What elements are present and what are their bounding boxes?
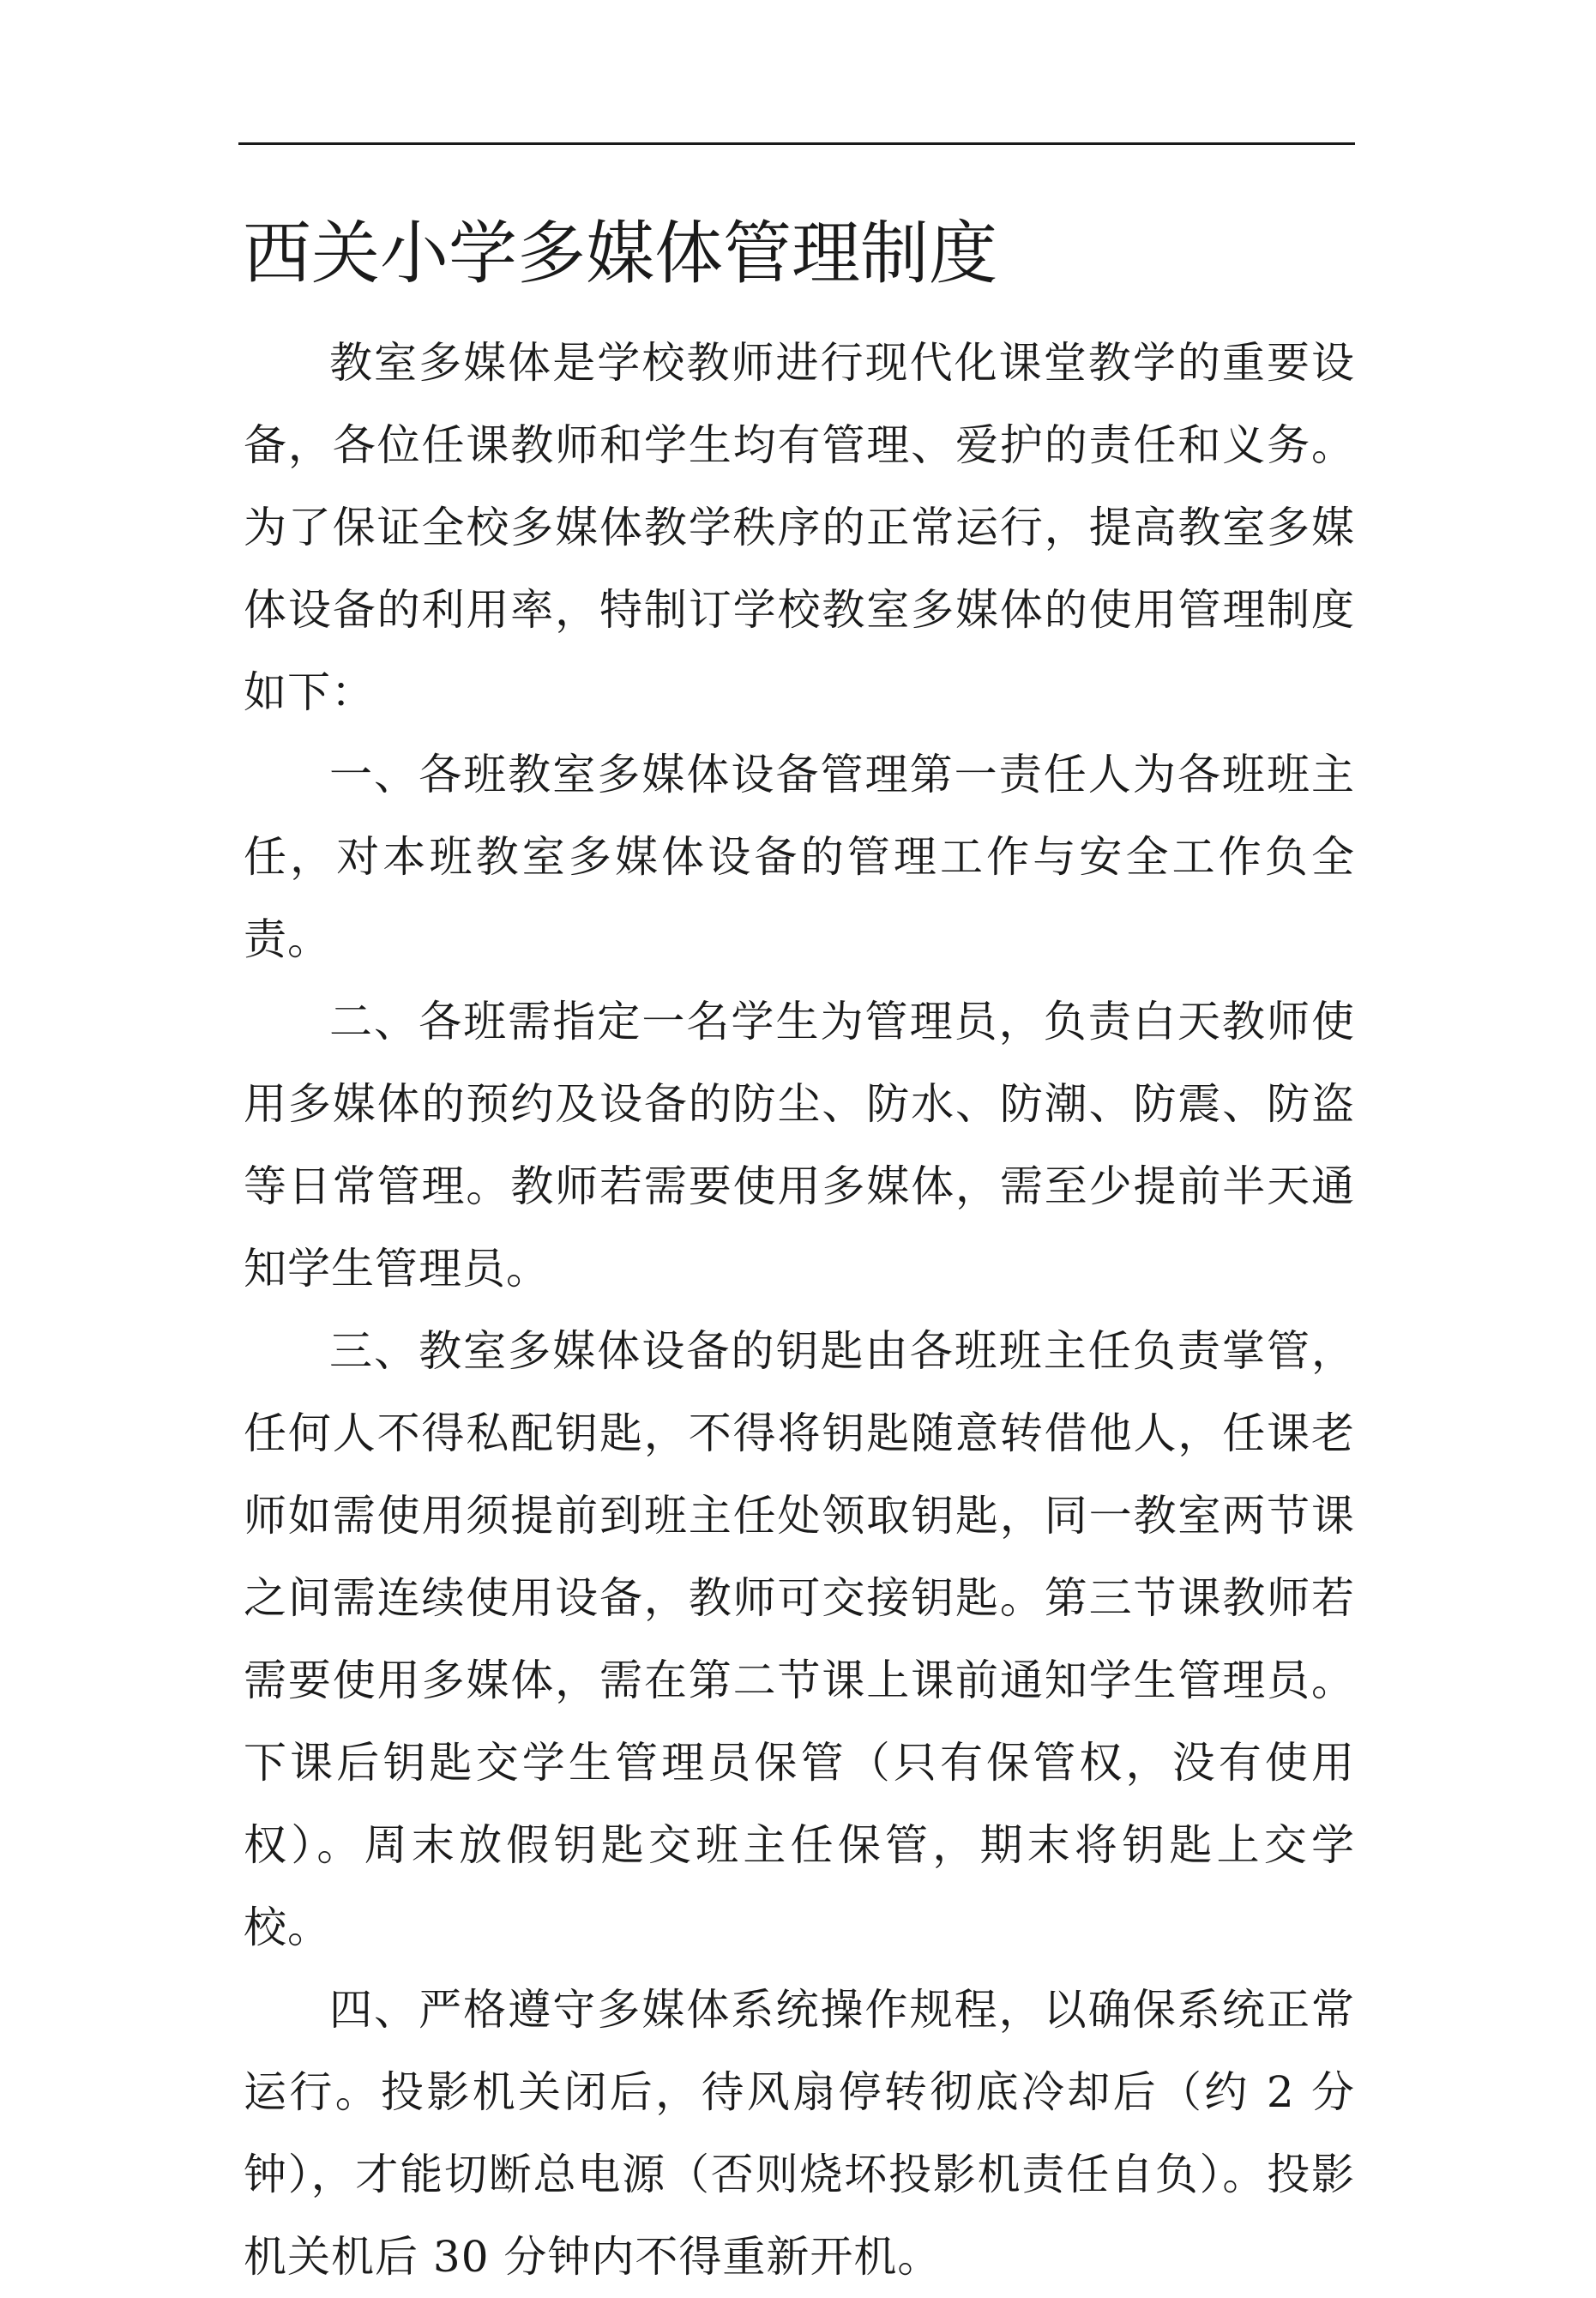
paragraph-rule-3: 三、教室多媒体设备的钥匙由各班班主任负责掌管，任何人不得私配钥匙，不得将钥匙随意转借他人，任课老师如需使用须提前到班主任处领取钥匙，同一教室两节课之间需连续使用设备，教师可交接钥匙。第三节课教师若需要使用多媒体，需在第二节课上课前通知学生管理员。下课后钥匙交学生管理员保管（只有保管权，没有使用权）。周末放假钥匙交班主任保管，期末将钥匙上交学校。 bbox=[244, 1326, 1355, 1952]
document-title: 西关小学多媒体管理制度 bbox=[243, 214, 997, 293]
paragraph-rule-4: 四、严格遵守多媒体系统操作规程，以确保系统正常运行。投影机关闭后，待风扇停转彻底冷却后（约 2 分钟），才能切断总电源（否则烧坏投影机责任自负）。投影机关机后 30 分钟内不得重新开机。 bbox=[244, 1985, 1355, 2282]
header-rule bbox=[238, 142, 1355, 145]
paragraph-rule-2: 二、各班需指定一名学生为管理员，负责白天教师使用多媒体的预约及设备的防尘、防水、防潮、防震、防盗等日常管理。教师若需要使用多媒体，需至少提前半天通知学生管理员。 bbox=[244, 997, 1355, 1294]
document-body bbox=[244, 322, 1355, 2298]
paragraph-intro: 教室多媒体是学校教师进行现代化课堂教学的重要设备，各位任课教师和学生均有管理、爱护的责任和义务。为了保证全校多媒体教学秩序的正常运行，提高教室多媒体设备的利用率，特制订学校教室多媒体的使用管理制度如下： bbox=[244, 338, 1355, 717]
paragraph-rule-1: 一、各班教室多媒体设备管理第一责任人为各班班主任，对本班教室多媒体设备的管理工作与安全工作负全责。 bbox=[244, 750, 1355, 964]
